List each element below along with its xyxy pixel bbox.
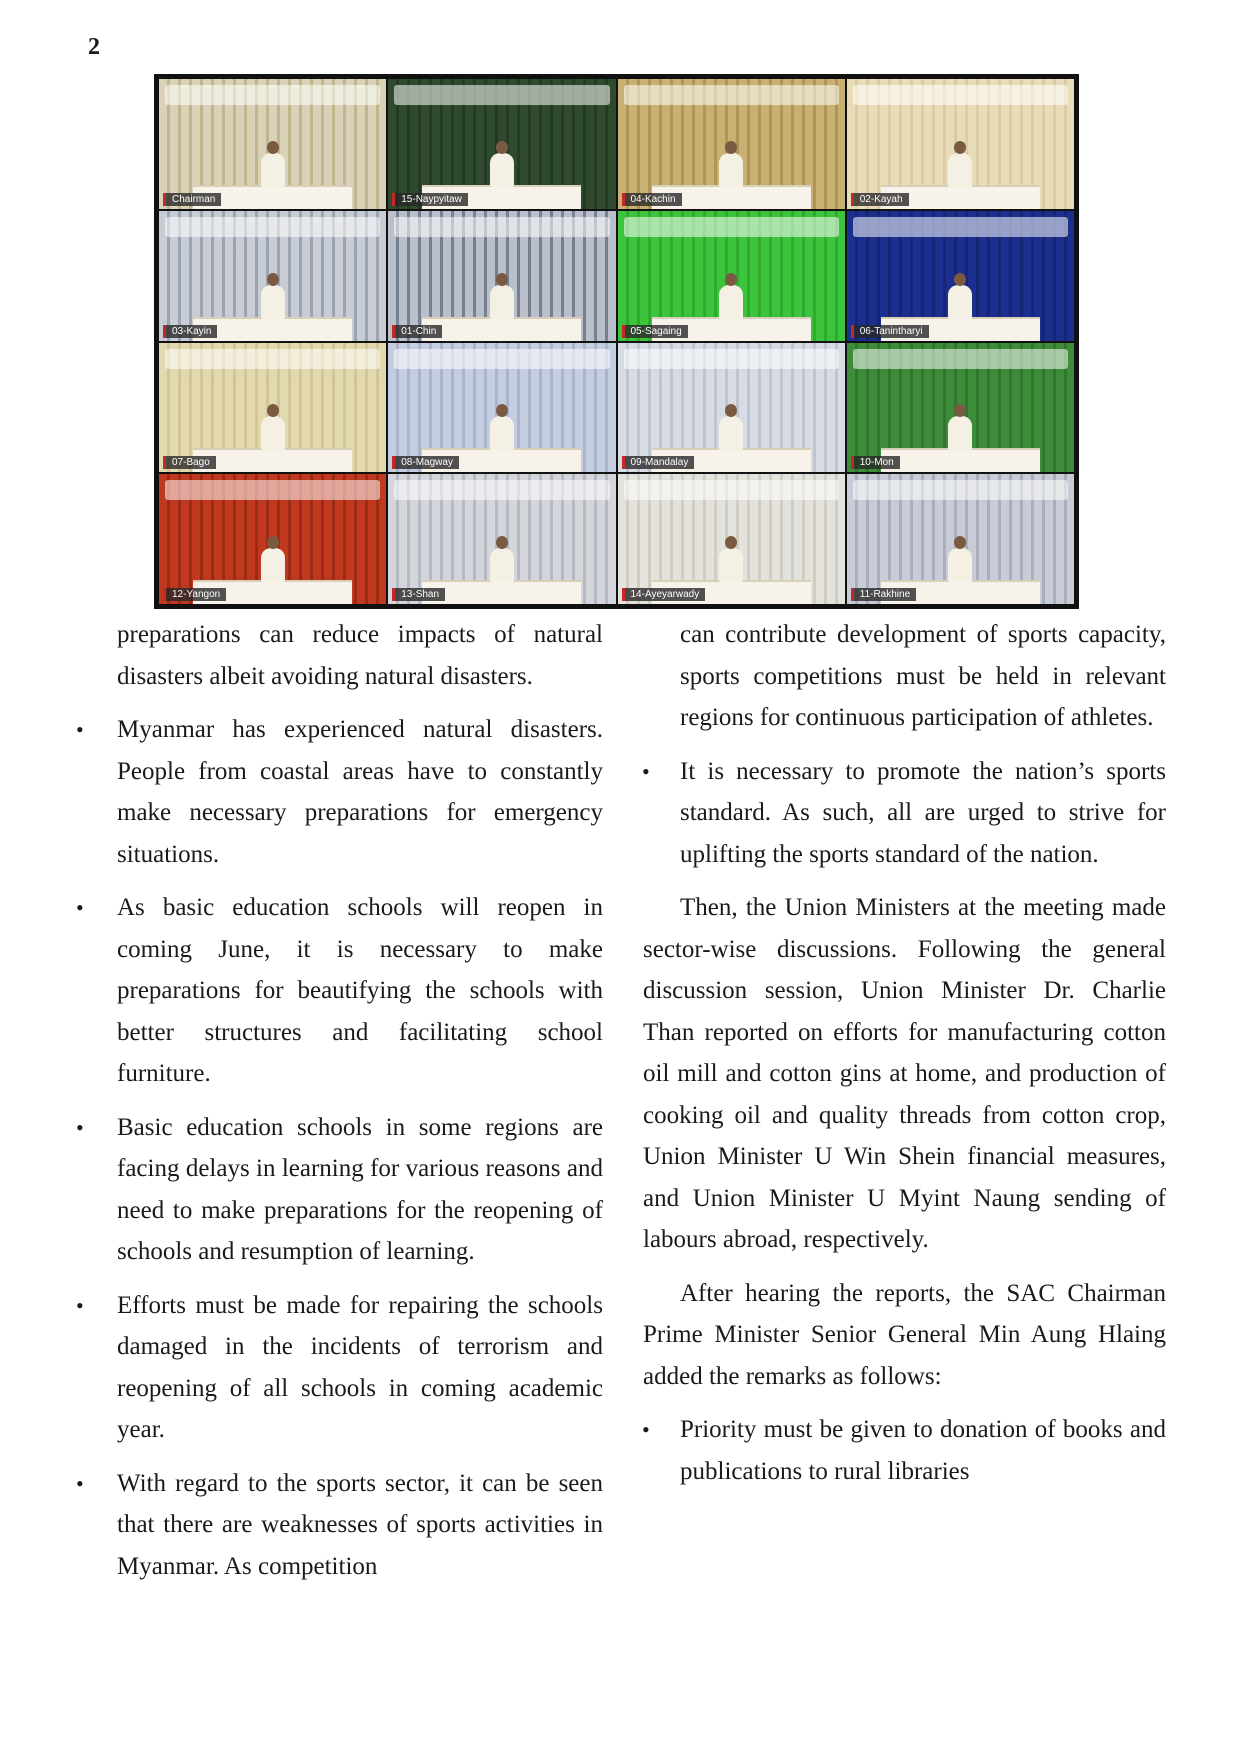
office-banner [165,480,380,500]
participant [490,285,514,319]
video-tile [618,343,845,473]
bullet-icon: • [76,1114,84,1140]
continuation-paragraph: can contribute development of sports capacity, sports competitions must be held in relevant regions for continuous participation of athletes. [680,621,1166,731]
list-item: • Efforts must be made for repairing the schools damaged in the incidents of terrorism and reopening of all schools in coming academic year. [114,1285,603,1451]
left-column [76,614,603,1599]
office-banner [394,217,609,237]
office-banner [853,480,1068,500]
bullet-icon: • [76,717,84,742]
desk [422,580,581,604]
video-tile [388,474,615,604]
tile-label: 03-Kayin [163,325,217,338]
participant [719,285,743,319]
tile-label: 09-Mandalay [622,456,695,469]
desk [422,317,581,341]
participant [948,285,972,319]
office-banner [165,217,380,237]
tile-label: 05-Sagaing [622,325,688,338]
desk [881,448,1040,472]
tile-label: 04-Kachin [622,193,682,206]
bullet-icon: • [642,1417,650,1442]
list-item: • With regard to the sports sector, it can be seen that there are weaknesses of sports activities in Myanmar. As competition [114,1463,603,1588]
tile-label: 13-Shan [392,588,445,601]
video-tile [847,211,1074,341]
office-banner [624,349,839,369]
participant [948,153,972,187]
bullet-icon: • [76,1292,84,1318]
list-item: • Basic education schools in some regions are facing delays in learning for various reasons and need to make preparations for the reopening of schools and resumption of learning. [114,1107,603,1273]
bullet-icon: • [76,1470,84,1496]
video-tile [159,343,386,473]
right-bullet-list-2 [643,1409,1166,1492]
video-tile [847,343,1074,473]
video-tile [388,343,615,473]
office-banner [624,217,839,237]
office-banner [165,349,380,369]
intro-paragraph: preparations can reduce impacts of natural disasters albeit avoiding natural disasters. [117,621,603,690]
page-number: 2 [88,34,100,60]
office-banner [165,85,380,105]
video-tile [618,211,845,341]
video-tile [618,79,845,209]
list-item: • Priority must be given to donation of books and publications to rural libraries [643,1409,1166,1492]
office-banner [394,349,609,369]
video-tile [847,79,1074,209]
tile-label: 10-Mon [851,456,900,469]
office-banner [624,85,839,105]
tile-label: 11-Rakhine [851,588,916,601]
video-tile [159,79,386,209]
participant [261,285,285,319]
participant [719,416,743,450]
participant [719,548,743,582]
office-banner [394,480,609,500]
video-tile [388,79,615,209]
participant [719,153,743,187]
desk [193,448,352,472]
video-tile [388,211,615,341]
participant [261,153,285,187]
video-tile [618,474,845,604]
right-bullet-list [643,751,1166,876]
participant [490,153,514,187]
body-paragraph: After hearing the reports, the SAC Chairman Prime Minister Senior General Min Aung Hlaing added the remarks as follows: [643,1279,1166,1390]
bullet-icon: • [76,895,84,920]
participant [490,548,514,582]
office-banner [624,480,839,500]
tile-label: 12-Yangon [163,588,226,601]
bullet-icon: • [642,758,650,784]
participant [261,548,285,582]
participant [261,416,285,450]
video-conference-photo [154,74,1079,609]
participant [948,416,972,450]
video-tile [159,474,386,604]
tile-label: 15-Naypyitaw [392,193,468,206]
right-column [643,614,1166,1504]
participant [490,416,514,450]
office-banner [853,217,1068,237]
video-tile [847,474,1074,604]
office-banner [394,85,609,105]
body-paragraph: Then, the Union Ministers at the meeting made sector-wise discussions. Following the general discussion session, Union Minister Dr. Charlie Than reported on efforts for manufacturing cotton oil mill and cotton gins at home, and production of cooking oil and quality threads from cotton crop, Union Minister U Win Shein financial measures, and Union Minister U Myint Naung sending of labours abroad, respectively. [643,894,1166,1253]
office-banner [853,349,1068,369]
participant [948,548,972,582]
office-banner [853,85,1068,105]
tile-label: 14-Ayeyarwady [622,588,706,601]
list-item: • Myanmar has experienced natural disasters. People from coastal areas have to constantly make necessary preparations for emergency situations. [114,709,603,875]
video-tile [159,211,386,341]
tile-label: Chairman [163,193,221,206]
list-item: • As basic education schools will reopen in coming June, it is necessary to make preparations for beautifying the schools with better structures and facilitating school furniture. [114,887,603,1095]
tile-label: 07-Bago [163,456,216,469]
tile-label: 06-Tanintharyi [851,325,929,338]
tile-label: 08-Magway [392,456,459,469]
tile-label: 01-Chin [392,325,442,338]
tile-label: 02-Kayah [851,193,909,206]
list-item: • It is necessary to promote the nation’s sports standard. As such, all are urged to strive for uplifting the sports standard of the nation. [643,751,1166,876]
left-bullet-list [76,709,603,1587]
